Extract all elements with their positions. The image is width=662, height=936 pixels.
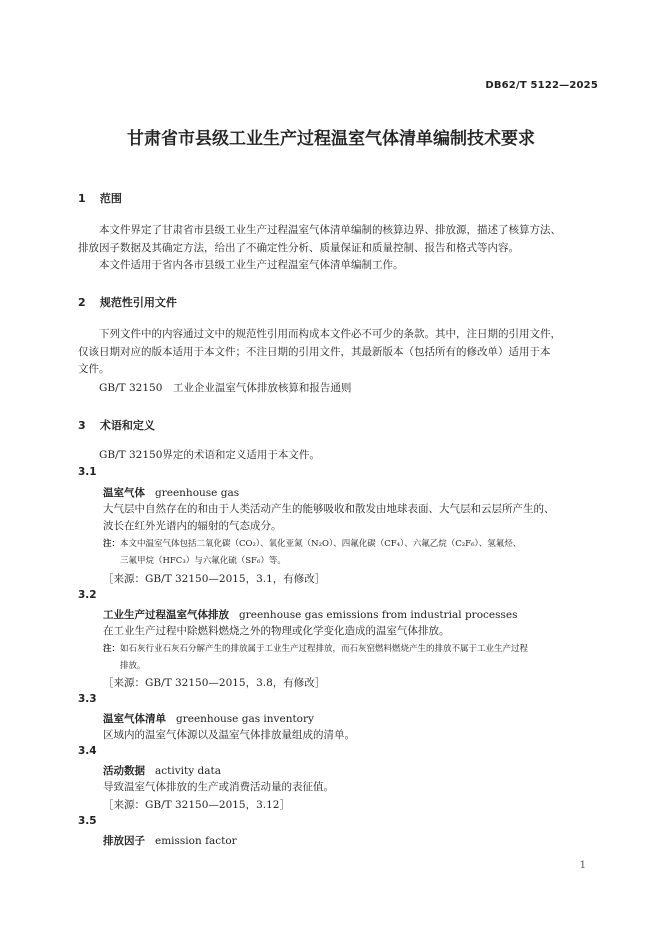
term-heading <box>103 711 314 726</box>
section-1-paragraph-2: 本文件适用于省内各市县级工业生产过程温室气体清单编制工作。 <box>99 259 404 271</box>
term-zh: 工业生产过程温室气体排放 <box>103 609 229 621</box>
section-number: 1 <box>78 192 86 205</box>
term-en: greenhouse gas inventory <box>176 713 314 725</box>
term-number: 3.5 <box>78 815 97 827</box>
term-heading <box>103 607 518 622</box>
section-title: 范围 <box>99 192 122 205</box>
term-definition <box>103 501 603 535</box>
term-note <box>103 536 603 570</box>
note-text: 排放。 <box>120 661 146 671</box>
line: 仅该日期对应的版本适用于本文件；不注日期的引用文件，其最新版本（包括所有的修改单）适用于本 <box>78 345 551 358</box>
term-number: 3.3 <box>78 693 97 705</box>
note-label: 注： <box>103 644 121 654</box>
term-number: 3.1 <box>78 466 97 478</box>
term-source: ［来源：GB/T 32150—2015，3.12］ <box>103 799 290 811</box>
term-number: 3.2 <box>78 589 97 601</box>
term-en: emission factor <box>155 835 237 847</box>
line: 排放因子数据及其确定方法，给出了不确定性分析、质量保证和质量控制、报告和格式等内容。 <box>78 241 519 254</box>
section-2-paragraph-1 <box>78 326 598 379</box>
term-heading <box>103 833 237 848</box>
note-text: 本文中温室气体包括二氧化碳（CO₂）、氧化亚氮（N₂O）、四氟化碳（CF₄）、六氟乙烷（C₂F₆）、氢氟烃、 <box>120 539 522 549</box>
note-label: 注： <box>103 539 121 549</box>
section-title: 规范性引用文件 <box>99 296 177 309</box>
line: 波长在红外光谱内的辐射的气态成分。 <box>103 520 282 532</box>
term-en: greenhouse gas <box>155 487 240 499</box>
standard-code: DB62/T 5122—2025 <box>485 80 598 91</box>
term-number: 3.4 <box>78 745 97 757</box>
section-3-heading <box>78 417 155 433</box>
term-definition: 区域内的温室气体源以及温室气体排放量组成的清单。 <box>103 729 355 741</box>
term-zh: 排放因子 <box>103 835 145 847</box>
section-1-paragraph-1 <box>78 222 598 257</box>
term-zh: 温室气体清单 <box>103 713 166 725</box>
term-en: activity data <box>155 765 221 777</box>
term-heading <box>103 763 221 778</box>
section-number: 2 <box>78 296 86 309</box>
term-source: ［来源：GB/T 32150—2015，3.1，有修改］ <box>103 573 326 585</box>
line: 文件。 <box>78 363 110 375</box>
line: 大气层中自然存在的和由于人类活动产生的能够吸收和散发由地球表面、大气层和云层所产生的、 <box>103 503 555 515</box>
page-number: 1 <box>579 860 586 871</box>
term-definition: 在工业生产过程中除燃料燃烧之外的物理或化学变化造成的温室气体排放。 <box>103 625 450 637</box>
note-text: 三氟甲烷（HFC₃）与六氟化硫（SF₆）等。 <box>120 556 286 566</box>
term-note <box>103 641 603 675</box>
section-title: 术语和定义 <box>99 419 155 432</box>
term-zh: 温室气体 <box>103 487 145 499</box>
section-1-heading <box>78 190 122 206</box>
section-2-heading <box>78 294 177 310</box>
term-source: ［来源：GB/T 32150—2015，3.8，有修改］ <box>103 677 326 689</box>
term-heading <box>103 485 239 500</box>
document-title: 甘肃省市县级工业生产过程温室气体清单编制技术要求 <box>127 129 535 149</box>
line: 下列文件中的内容通过文中的规范性引用而构成本文件必不可少的条款。其中，注日期的引用文件， <box>99 328 561 340</box>
section-3-intro: GB/T 32150界定的术语和定义适用于本文件。 <box>99 449 320 461</box>
note-text: 如石灰行业石灰石分解产生的排放属于工业生产过程排放，而石灰窑燃料燃烧产生的排放不属于工业生产过程 <box>120 644 529 654</box>
term-definition: 导致温室气体排放的生产或消费活动量的表征值。 <box>103 781 334 793</box>
normative-reference: GB/T 32150 工业企业温室气体排放核算和报告通则 <box>99 382 352 394</box>
line: 本文件界定了甘肃省市县级工业生产过程温室气体清单编制的核算边界、排放源，描述了核算方法、 <box>99 224 561 236</box>
term-zh: 活动数据 <box>103 765 145 777</box>
term-en: greenhouse gas emissions from industrial processes <box>239 609 518 621</box>
section-number: 3 <box>78 419 86 432</box>
